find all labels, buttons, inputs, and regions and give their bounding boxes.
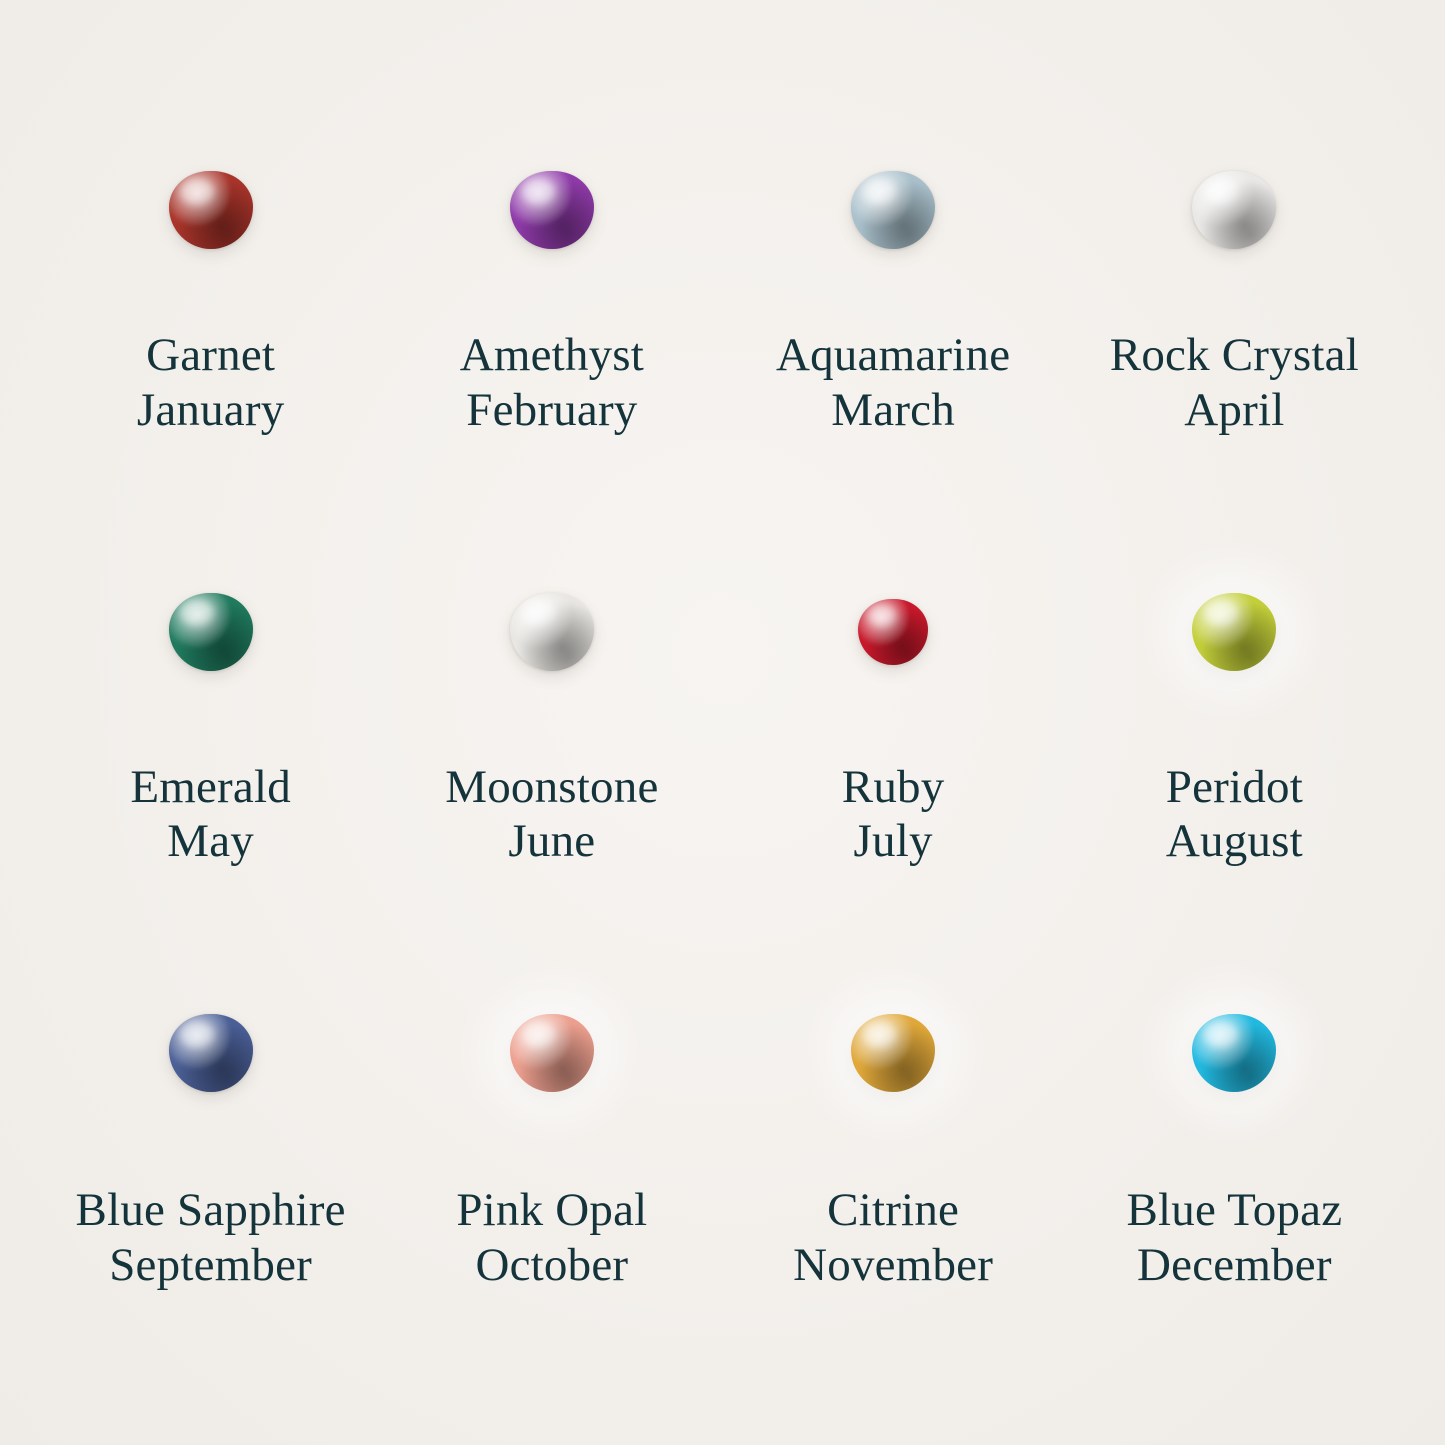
gemstone-bead-blue-sapphire xyxy=(169,1014,253,1092)
bead-wrap xyxy=(510,120,594,300)
gemstone-bead-emerald xyxy=(169,593,253,671)
gemstone-bead-pink-opal xyxy=(510,1014,594,1092)
bead-wrap xyxy=(510,963,594,1143)
gemstone-bead-moonstone xyxy=(510,593,594,671)
gem-month: February xyxy=(466,383,638,436)
gem-cell-rock-crystal xyxy=(1064,120,1405,542)
gemstone-bead-aquamarine xyxy=(851,171,935,249)
gem-labels xyxy=(130,760,291,869)
gem-cell-emerald xyxy=(40,542,381,964)
gem-labels xyxy=(793,1183,993,1292)
gem-cell-garnet xyxy=(40,120,381,542)
gem-cell-citrine xyxy=(723,963,1064,1385)
gem-cell-ruby xyxy=(723,542,1064,964)
gemstone-bead-amethyst xyxy=(510,171,594,249)
gem-month: June xyxy=(508,815,596,868)
gem-month: August xyxy=(1165,815,1303,868)
bead-wrap xyxy=(169,542,253,722)
gem-labels xyxy=(842,760,945,869)
bead-wrap xyxy=(851,963,935,1143)
gem-name: Peridot xyxy=(1165,760,1303,813)
bead-wrap xyxy=(858,542,928,722)
gemstone-bead-ruby xyxy=(858,599,928,665)
bead-wrap xyxy=(1192,542,1276,722)
gem-labels xyxy=(1166,760,1303,869)
gem-cell-peridot xyxy=(1064,542,1405,964)
gem-name: Blue Sapphire xyxy=(75,1184,346,1237)
gem-labels xyxy=(76,1183,346,1292)
gem-cell-aquamarine xyxy=(723,120,1064,542)
gem-month: July xyxy=(853,815,933,868)
gemstone-bead-peridot xyxy=(1192,593,1276,671)
gem-name: Pink Opal xyxy=(456,1184,648,1237)
bead-wrap xyxy=(510,542,594,722)
gem-cell-blue-sapphire xyxy=(40,963,381,1385)
bead-wrap xyxy=(1192,120,1276,300)
gem-month: January xyxy=(136,383,285,436)
gem-month: April xyxy=(1184,383,1285,436)
gemstone-bead-rock-crystal xyxy=(1192,171,1276,249)
gem-cell-pink-opal xyxy=(381,963,722,1385)
gem-name: Ruby xyxy=(841,760,945,813)
gemstone-bead-citrine xyxy=(851,1014,935,1092)
gem-month: March xyxy=(831,383,955,436)
gem-name: Emerald xyxy=(130,760,291,813)
gem-month: October xyxy=(475,1238,629,1291)
gem-name: Garnet xyxy=(146,329,276,381)
gem-month: September xyxy=(109,1238,313,1291)
gem-name: Blue Topaz xyxy=(1126,1184,1343,1237)
gemstone-bead-blue-topaz xyxy=(1192,1014,1276,1092)
gem-labels xyxy=(445,760,658,869)
gem-cell-moonstone xyxy=(381,542,722,964)
gem-month: December xyxy=(1137,1238,1332,1291)
gem-labels xyxy=(456,1183,647,1292)
gem-name: Rock Crystal xyxy=(1109,329,1359,381)
bead-wrap xyxy=(1192,963,1276,1143)
gem-labels xyxy=(776,328,1010,437)
gem-name: Citrine xyxy=(827,1184,960,1237)
bead-wrap xyxy=(169,963,253,1143)
gem-month: May xyxy=(167,815,254,868)
bead-wrap xyxy=(851,120,935,300)
gem-labels xyxy=(460,328,644,437)
gem-month: November xyxy=(793,1238,994,1291)
gem-labels xyxy=(137,328,285,437)
gem-name: Amethyst xyxy=(459,329,645,381)
gem-cell-blue-topaz xyxy=(1064,963,1405,1385)
gem-labels xyxy=(1126,1183,1342,1292)
gem-name: Moonstone xyxy=(445,760,659,813)
gem-name: Aquamarine xyxy=(775,329,1011,381)
gem-labels xyxy=(1110,328,1359,437)
bead-wrap xyxy=(169,120,253,300)
gem-cell-amethyst xyxy=(381,120,722,542)
gemstone-bead-garnet xyxy=(169,171,253,249)
